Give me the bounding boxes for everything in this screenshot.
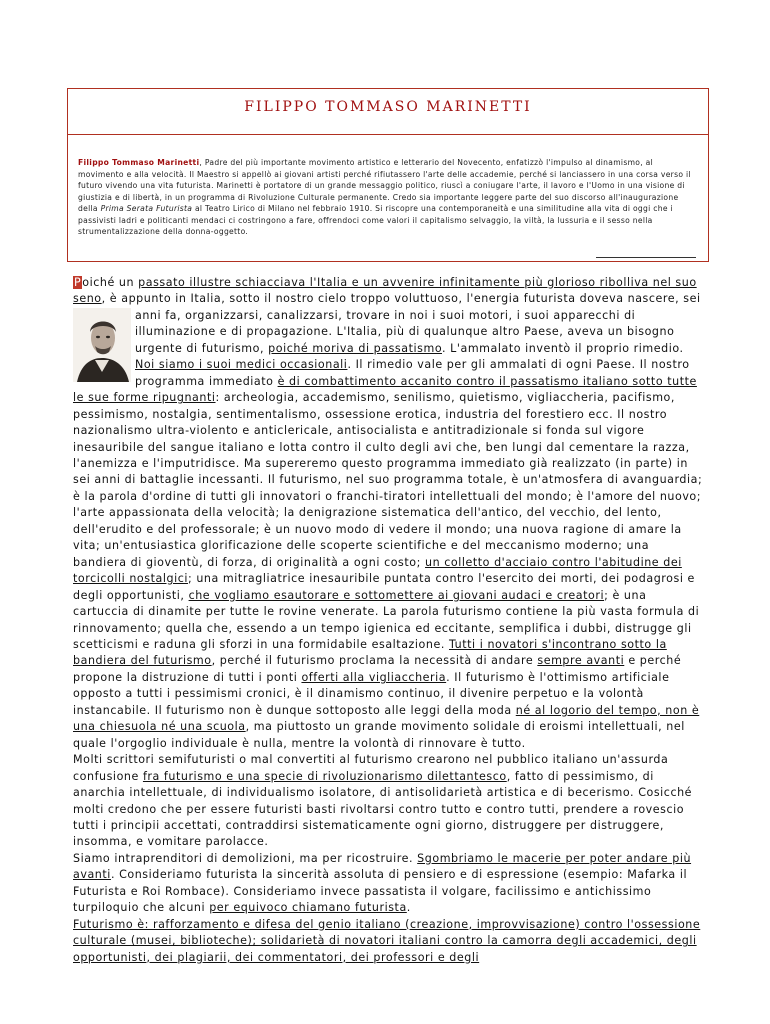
underlined-phrase: sempre avanti <box>537 654 625 668</box>
text-span: . <box>406 901 411 915</box>
text-span: Siamo intraprenditori di demolizioni, ma per ricostruire. <box>73 851 418 865</box>
paragraph-3 <box>73 851 703 917</box>
drop-cap: P <box>74 276 82 289</box>
text-span: . Consideriamo futurista la sincerità assoluta di pensiero e di espressione (esempio: Mafarka il Futurista e Roi Rombace). Consideriamo invece passatista il volgare, facilissimo e antichissimo turpiloquio che alcuni <box>73 868 688 915</box>
intro-divider <box>596 257 696 258</box>
text-span: . Il futurismo è l'ottimismo artificiale opposto a tutti i pessimismi cronici, è il dinamismo continuo, il divenire perpetuo e la volontà instancabile. Il futurismo non è dunque sottoposto alle leggi della moda <box>73 670 670 717</box>
intro-box <box>67 88 709 262</box>
main-text-flow <box>73 275 703 966</box>
text-span: Molti scrittori semifuturisti o mal convertiti al futurismo crearono nel pubblico italiano un'assurda confusione <box>73 753 669 783</box>
intro-text-end: al Teatro Lirico di Milano nel febbraio 1910. Si riscopre una contemporaneità e una similitudine alla vita di oggi che i passivisti ladri e politicanti mendaci ci costringono a fare, offrendoci come valori il capitalismo selvaggio, la viltà, la lussuria e il sesso nella strumentalizzazione della donna-oggetto. <box>78 204 673 236</box>
text-span: e perché propone la distruzione di tutti i ponti <box>73 654 682 684</box>
text-span: , perché il futurismo proclama la necessità di andare <box>211 654 538 668</box>
underlined-phrase: poiché moriva di passatismo <box>268 341 442 355</box>
underlined-phrase: né al logorio del tempo, non è una chiesuola né una scuola <box>73 703 700 734</box>
text-span: ; è una cartuccia di dinamite per tutte le rovine venerate. La parola futurismo contiene la più vasta formula di rinnovamento; quella che, essendo a un tempo igienica ed eccitante, semplifica i dubbi, distrugge gli scetticismi e raduna gli sforzi in una formidabile esaltazione. <box>73 588 700 651</box>
underlined-phrase: Futurismo è: rafforzamento e difesa del genio italiano (creazione, improvvisazione) contro l'ossessione culturale (musei, biblioteche); solidarietà di novatori italiani contro la camorra degli accademici, degli opportunisti, dei plagiarii, dei commentatori, dei professori e degli <box>73 917 701 964</box>
underlined-phrase: passato illustre schiacciava l'Italia e un avvenire infinitamente più glorioso ribolliva nel suo seno <box>73 276 697 306</box>
text-span: ; una mitragliatrice inesauribile puntata contro l'esercito dei morti, dei podagrosi e degli opportunisti, <box>73 572 695 602</box>
text-span: : archeologia, accademismo, senilismo, quietismo, vigliaccheria, pacifismo, pessimismo, nostalgia, sentimentalismo, ossessione erotica, industria del forestiero ecc. Il nostro nazionalismo ultra-violento e anticlericale, antisocialista e antitradizionale si fonda sul vigore inesauribile del sangue italiano e lotta contro il culto degli avi che, ben lungi dal cementare la razza, l'anemizza e l'imputridisce. Ma supereremo questo programma immediato già realizzato (in parte) in sei anni di battaglie incessanti. Il futurismo, nel suo programma totale, è un'atmosfera di avanguardia; è la parola d'ordine di tutti gli innovatori o franchi-tiratori intellettuali del mondo; è l'amore del nuovo; l'arte appassionata della velocità; la denigrazione sistematica dell'antico, del vecchio, del lento, dell'erudito e del professorale; è un nuovo modo di vedere il mondo; una nuova ragione di amare la vita; un'entusiastica glorificazione delle scoperte scientifiche e del meccanismo moderno; una bandiera di gioventù, di forza, di originalità a ogni costo; <box>73 391 703 569</box>
underlined-phrase: offerti alla vigliaccheria <box>301 670 447 684</box>
underlined-phrase: che vogliamo esautorare e sottomettere ai giovani audaci e creatori <box>188 588 605 602</box>
event-name: Prima Serata Futurista <box>100 204 193 213</box>
underlined-phrase: fra futurismo e una specie di rivoluzionarismo dilettantesco <box>142 769 507 783</box>
text-span: . L'ammalato inventò il proprio rimedio. <box>441 341 684 355</box>
text-span: apparecchi di illuminazione e di propagazione. L'Italia, più di qualunque altro Paese, aveva un bisogno urgente di futurismo, <box>135 308 675 355</box>
underlined-phrase: Sgombriamo le macerie per poter andare più avanti <box>73 851 692 882</box>
author-portrait <box>73 308 131 382</box>
underlined-phrase: Noi siamo i suoi medici occasionali <box>135 358 348 372</box>
text-span: , è appunto in Italia, sotto il nostro cielo troppo voluttuoso, l'energia futurista doveva nascere, sei anni fa, organizzarsi, canalizzarsi, trovare in noi i suoi motori, i suoi <box>101 292 701 322</box>
paragraph-4 <box>73 917 703 966</box>
underlined-phrase: è di combattimento accanito contro il passatismo italiano sotto tutte le sue forme ripugnanti <box>73 374 697 405</box>
intro-text: , Padre del più importante movimento artistico e letterario del Novecento, enfatizzò l'impulso al dinamismo, al movimento e alla velocità. Il Maestro si appellò ai giovani artisti perché rifiutassero l'arte delle accademie, perché si lanciassero in una corsa verso il futuro vivendo una vita futurista. Marinetti è portatore di un grande messaggio politico, riuscì a coniugare l'arte, il lavoro e l'Uomo in una visione di giustizia e di libertà, in un programma di Rivoluzione Culturale permanente. Credo sia importante leggere parte del suo discorso all'inaugurazione della <box>78 158 691 213</box>
underlined-phrase: per equivoco chiamano futurista <box>209 901 407 915</box>
portrait-image <box>73 308 131 382</box>
intro-paragraph <box>78 157 698 238</box>
underlined-phrase: Tutti i novatori s'incontrano sotto la bandiera del futurismo <box>73 637 667 668</box>
title-divider <box>68 134 708 135</box>
text-span: oiché un <box>82 276 139 289</box>
paragraph-1 <box>73 275 703 752</box>
text-span: , ma piuttosto un grande movimento solidale di eroismi intellettuali, nel quale l'orgoglio individuale è nulla, mentre la volontà di rinnovare è tutto. <box>73 720 685 750</box>
page-title: FILIPPO TOMMASO MARINETTI <box>244 99 532 115</box>
underlined-phrase: un colletto d'acciaio contro l'abitudine dei torcicolli nostalgici <box>73 555 682 586</box>
paragraph-2 <box>73 752 703 851</box>
author-name: Filippo Tommaso Marinetti <box>78 158 200 167</box>
text-span: . Il rimedio vale per gli ammalati di ogni Paese. Il nostro programma immediato <box>135 358 690 388</box>
text-span: , fatto di pessimismo, di anarchia intellettuale, di individualismo isolatore, di antisolidarietà artistica e di becerismo. Cosicché molti credono che per essere futuristi basti rivoltarsi contro tutto e contro tutti, prendere a rovescio tutti i principii accettati, contraddirsi sistematicamente ogni giorno, distruggere per distruggere, insomma, e vomitare parolacce. <box>73 769 693 849</box>
